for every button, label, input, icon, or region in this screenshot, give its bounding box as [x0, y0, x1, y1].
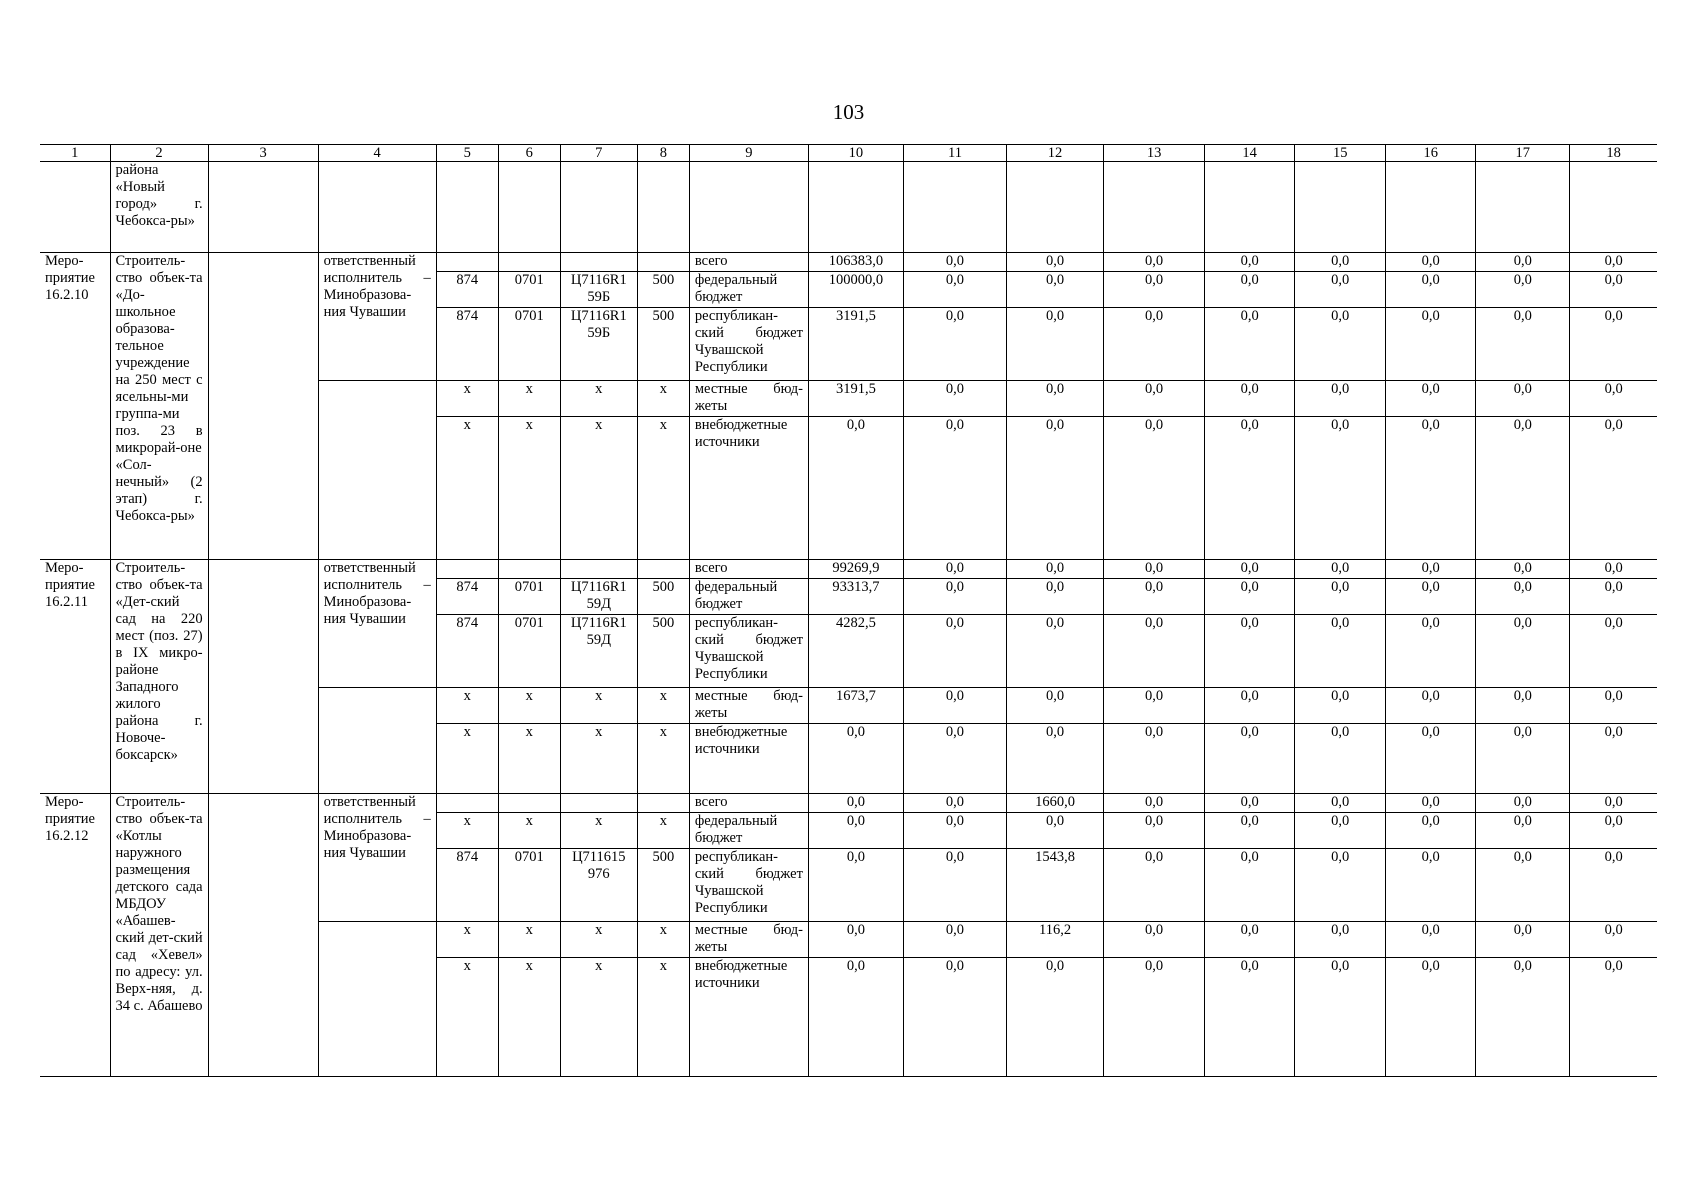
funding-source: всего [689, 253, 808, 272]
target-article-cell: Ц7116R1 59Д [560, 579, 637, 615]
amount-cell: 0,0 [1104, 253, 1205, 272]
column-number: 7 [560, 145, 637, 162]
amount-cell: 0,0 [1104, 922, 1205, 958]
expense-type-cell: 500 [637, 615, 689, 688]
amount-cell: 0,0 [1386, 958, 1476, 1077]
budget-row [40, 253, 1657, 272]
budget-code-cell: x [436, 813, 498, 849]
expense-type-cell [637, 253, 689, 272]
amount-cell: 0,0 [1570, 849, 1657, 922]
amount-cell: 0,0 [808, 958, 903, 1077]
budget-table [40, 144, 1657, 1077]
target-article-cell: Ц7116R1 59Д [560, 615, 637, 688]
column-number: 12 [1007, 145, 1104, 162]
funding-source: местные бюд-жеты [689, 381, 808, 417]
amount-cell: 0,0 [1007, 579, 1104, 615]
budget-code-cell: x [436, 958, 498, 1077]
amount-cell: 0,0 [1205, 381, 1295, 417]
section-code-cell [498, 560, 560, 579]
expense-type-cell [637, 794, 689, 813]
amount-cell: 4282,5 [808, 615, 903, 688]
amount-cell: 0,0 [1007, 272, 1104, 308]
empty-cell [318, 381, 436, 560]
amount-cell: 0,0 [1295, 615, 1386, 688]
amount-cell: 0,0 [903, 560, 1006, 579]
amount-cell: 0,0 [1295, 381, 1386, 417]
amount-cell: 0,0 [1205, 958, 1295, 1077]
object-name: Строитель-ство объек-та «До-школьное образова-тельное учреждение на 250 мест с ясельны-ми группа-ми поз. 23 в микрорай-оне «Сол-нечный» (2 этап) г. Чебокса-ры» [110, 253, 208, 560]
amount-cell: 0,0 [1386, 615, 1476, 688]
amount-cell: 0,0 [1295, 958, 1386, 1077]
expense-type-cell [637, 560, 689, 579]
budget-code-cell: 874 [436, 308, 498, 381]
empty-cell [40, 162, 110, 253]
empty-cell [560, 162, 637, 253]
column-number: 15 [1295, 145, 1386, 162]
amount-cell: 0,0 [1104, 794, 1205, 813]
amount-cell: 0,0 [903, 813, 1006, 849]
funding-source: внебюджетные источники [689, 958, 808, 1077]
amount-cell: 0,0 [1205, 849, 1295, 922]
amount-cell: 0,0 [1007, 560, 1104, 579]
budget-code-cell [436, 560, 498, 579]
expense-type-cell: x [637, 724, 689, 794]
empty-cell [318, 688, 436, 794]
amount-cell: 0,0 [903, 272, 1006, 308]
amount-cell: 0,0 [1007, 688, 1104, 724]
funding-source: федеральный бюджет [689, 813, 808, 849]
amount-cell: 0,0 [1386, 417, 1476, 560]
target-article-cell: Ц711615 976 [560, 849, 637, 922]
amount-cell: 0,0 [1570, 417, 1657, 560]
amount-cell: 0,0 [1570, 688, 1657, 724]
expense-type-cell: 500 [637, 579, 689, 615]
target-article-cell [560, 253, 637, 272]
amount-cell: 0,0 [1476, 958, 1570, 1077]
amount-cell: 0,0 [1476, 813, 1570, 849]
section-code-cell: x [498, 813, 560, 849]
section-code-cell: x [498, 724, 560, 794]
amount-cell: 0,0 [1295, 417, 1386, 560]
amount-cell: 0,0 [1386, 381, 1476, 417]
amount-cell: 0,0 [1570, 724, 1657, 794]
amount-cell: 0,0 [1386, 794, 1476, 813]
page-number: 103 [832, 100, 865, 124]
amount-cell: 3191,5 [808, 308, 903, 381]
expense-type-cell: 500 [637, 849, 689, 922]
amount-cell: 0,0 [1570, 922, 1657, 958]
amount-cell: 0,0 [1295, 688, 1386, 724]
amount-cell: 0,0 [1205, 560, 1295, 579]
column-number: 9 [689, 145, 808, 162]
funding-source: местные бюд-жеты [689, 922, 808, 958]
column-number: 17 [1476, 145, 1570, 162]
funding-source: всего [689, 794, 808, 813]
amount-cell: 0,0 [1386, 849, 1476, 922]
amount-cell: 0,0 [1295, 813, 1386, 849]
amount-cell: 0,0 [1476, 615, 1570, 688]
amount-cell: 0,0 [903, 849, 1006, 922]
column-number: 6 [498, 145, 560, 162]
amount-cell: 0,0 [1007, 958, 1104, 1077]
amount-cell: 0,0 [1104, 688, 1205, 724]
amount-cell: 0,0 [1570, 615, 1657, 688]
amount-cell: 0,0 [1295, 560, 1386, 579]
expense-type-cell: x [637, 381, 689, 417]
target-article-cell: Ц7116R1 59Б [560, 272, 637, 308]
budget-code-cell: x [436, 417, 498, 560]
empty-cell [1295, 162, 1386, 253]
amount-cell: 0,0 [1007, 813, 1104, 849]
budget-code-cell: x [436, 688, 498, 724]
target-article-cell: x [560, 922, 637, 958]
amount-cell: 0,0 [1386, 724, 1476, 794]
amount-cell: 0,0 [1476, 417, 1570, 560]
budget-row [40, 794, 1657, 813]
amount-cell: 0,0 [1295, 308, 1386, 381]
event-id: Меро-приятие 16.2.11 [40, 560, 110, 794]
amount-cell: 0,0 [1007, 417, 1104, 560]
amount-cell: 0,0 [903, 688, 1006, 724]
section-code-cell: 0701 [498, 308, 560, 381]
target-article-cell: x [560, 688, 637, 724]
amount-cell: 0,0 [1386, 253, 1476, 272]
amount-cell: 99269,9 [808, 560, 903, 579]
section-code-cell [498, 253, 560, 272]
target-article-cell [560, 560, 637, 579]
amount-cell: 0,0 [1007, 381, 1104, 417]
empty-cell [1104, 162, 1205, 253]
budget-code-cell: 874 [436, 579, 498, 615]
amount-cell: 0,0 [1476, 308, 1570, 381]
section-code-cell: x [498, 381, 560, 417]
column-number: 11 [903, 145, 1006, 162]
column-number-row [40, 145, 1657, 162]
budget-code-cell: 874 [436, 849, 498, 922]
empty-cell [808, 162, 903, 253]
amount-cell: 0,0 [1104, 308, 1205, 381]
amount-cell: 0,0 [1386, 579, 1476, 615]
empty-cell [1205, 162, 1295, 253]
empty-cell [208, 253, 318, 560]
amount-cell: 100000,0 [808, 272, 903, 308]
funding-source: республикан-ский бюджет Чувашской Республики [689, 615, 808, 688]
amount-cell: 0,0 [903, 794, 1006, 813]
column-number: 5 [436, 145, 498, 162]
target-article-cell: x [560, 813, 637, 849]
carryover-object-name: района «Новый город» г. Чебокса-ры» [110, 162, 208, 253]
funding-source: федеральный бюджет [689, 579, 808, 615]
budget-code-cell [436, 794, 498, 813]
section-code-cell: 0701 [498, 849, 560, 922]
empty-cell [903, 162, 1006, 253]
amount-cell: 0,0 [1295, 579, 1386, 615]
section-code-cell: 0701 [498, 579, 560, 615]
amount-cell: 0,0 [1205, 272, 1295, 308]
column-number: 8 [637, 145, 689, 162]
amount-cell: 0,0 [1104, 272, 1205, 308]
event-id: Меро-приятие 16.2.12 [40, 794, 110, 1077]
amount-cell: 0,0 [903, 253, 1006, 272]
amount-cell: 0,0 [1104, 849, 1205, 922]
expense-type-cell: x [637, 417, 689, 560]
amount-cell: 0,0 [1476, 724, 1570, 794]
funding-source: республикан-ский бюджет Чувашской Республики [689, 308, 808, 381]
empty-cell [637, 162, 689, 253]
amount-cell: 0,0 [1295, 794, 1386, 813]
amount-cell: 0,0 [1104, 813, 1205, 849]
column-number: 10 [808, 145, 903, 162]
amount-cell: 0,0 [1104, 381, 1205, 417]
budget-code-cell: 874 [436, 272, 498, 308]
column-number: 14 [1205, 145, 1295, 162]
empty-cell [1570, 162, 1657, 253]
amount-cell: 0,0 [1476, 922, 1570, 958]
section-code-cell: x [498, 958, 560, 1077]
section-code-cell: 0701 [498, 272, 560, 308]
amount-cell: 0,0 [1205, 688, 1295, 724]
amount-cell: 0,0 [1476, 560, 1570, 579]
amount-cell: 3191,5 [808, 381, 903, 417]
target-article-cell: x [560, 381, 637, 417]
amount-cell: 0,0 [903, 579, 1006, 615]
amount-cell: 0,0 [1104, 579, 1205, 615]
amount-cell: 0,0 [1104, 560, 1205, 579]
executor: ответственный исполнитель – Минобразова-ния Чувашии [318, 794, 436, 922]
amount-cell: 0,0 [1007, 253, 1104, 272]
amount-cell: 0,0 [808, 794, 903, 813]
amount-cell: 0,0 [1386, 922, 1476, 958]
amount-cell: 0,0 [1476, 272, 1570, 308]
column-number: 3 [208, 145, 318, 162]
target-article-cell: x [560, 724, 637, 794]
amount-cell: 0,0 [1295, 272, 1386, 308]
empty-cell [318, 162, 436, 253]
funding-source: местные бюд-жеты [689, 688, 808, 724]
amount-cell: 0,0 [808, 849, 903, 922]
column-number: 13 [1104, 145, 1205, 162]
funding-source: всего [689, 560, 808, 579]
amount-cell: 0,0 [1205, 308, 1295, 381]
column-number: 4 [318, 145, 436, 162]
expense-type-cell: 500 [637, 308, 689, 381]
amount-cell: 0,0 [903, 308, 1006, 381]
expense-type-cell: x [637, 922, 689, 958]
amount-cell: 0,0 [1386, 308, 1476, 381]
amount-cell: 0,0 [1007, 308, 1104, 381]
empty-cell [498, 162, 560, 253]
carryover-row [40, 162, 1657, 253]
budget-code-cell: x [436, 922, 498, 958]
amount-cell: 0,0 [1570, 381, 1657, 417]
amount-cell: 1543,8 [1007, 849, 1104, 922]
amount-cell: 116,2 [1007, 922, 1104, 958]
amount-cell: 0,0 [1570, 308, 1657, 381]
expense-type-cell: 500 [637, 272, 689, 308]
amount-cell: 0,0 [1476, 381, 1570, 417]
empty-cell [208, 162, 318, 253]
amount-cell: 0,0 [1386, 813, 1476, 849]
amount-cell: 0,0 [903, 724, 1006, 794]
event-id: Меро-приятие 16.2.10 [40, 253, 110, 560]
column-number: 2 [110, 145, 208, 162]
amount-cell: 0,0 [1570, 272, 1657, 308]
amount-cell: 0,0 [1205, 615, 1295, 688]
empty-cell [208, 794, 318, 1077]
amount-cell: 0,0 [903, 381, 1006, 417]
amount-cell: 0,0 [1386, 272, 1476, 308]
expense-type-cell: x [637, 958, 689, 1077]
budget-code-cell: x [436, 381, 498, 417]
amount-cell: 0,0 [1476, 849, 1570, 922]
amount-cell: 0,0 [1205, 724, 1295, 794]
amount-cell: 93313,7 [808, 579, 903, 615]
amount-cell: 0,0 [903, 417, 1006, 560]
object-name: Строитель-ство объек-та «Котлы наружного размещения детского сада МБДОУ «Абашев-ский дет-ский сад «Хевел» по адресу: ул. Верх-няя, д. 34 с. Абашево [110, 794, 208, 1077]
amount-cell: 0,0 [1386, 688, 1476, 724]
empty-cell [318, 922, 436, 1077]
amount-cell: 0,0 [1570, 253, 1657, 272]
amount-cell: 0,0 [1205, 417, 1295, 560]
target-article-cell: x [560, 958, 637, 1077]
amount-cell: 0,0 [1476, 253, 1570, 272]
column-number: 1 [40, 145, 110, 162]
empty-cell [208, 560, 318, 794]
executor: ответственный исполнитель – Минобразова-ния Чувашии [318, 253, 436, 381]
executor: ответственный исполнитель – Минобразова-ния Чувашии [318, 560, 436, 688]
amount-cell: 0,0 [1570, 579, 1657, 615]
empty-cell [1386, 162, 1476, 253]
amount-cell: 0,0 [1386, 560, 1476, 579]
amount-cell: 0,0 [1295, 724, 1386, 794]
funding-source: внебюджетные источники [689, 724, 808, 794]
funding-source: федеральный бюджет [689, 272, 808, 308]
target-article-cell: Ц7116R1 59Б [560, 308, 637, 381]
section-code-cell: 0701 [498, 615, 560, 688]
amount-cell: 0,0 [1007, 615, 1104, 688]
amount-cell: 0,0 [903, 615, 1006, 688]
amount-cell: 0,0 [808, 724, 903, 794]
amount-cell: 0,0 [1205, 794, 1295, 813]
amount-cell: 1673,7 [808, 688, 903, 724]
amount-cell: 0,0 [1205, 253, 1295, 272]
amount-cell: 0,0 [1104, 417, 1205, 560]
amount-cell: 0,0 [1476, 794, 1570, 813]
object-name: Строитель-ство объек-та «Дет-ский сад на 220 мест (поз. 27) в IX микро-районе Западного жилого района г. Новоче-боксарск» [110, 560, 208, 794]
budget-code-cell: 874 [436, 615, 498, 688]
budget-code-cell: x [436, 724, 498, 794]
amount-cell: 1660,0 [1007, 794, 1104, 813]
amount-cell: 0,0 [1295, 849, 1386, 922]
amount-cell: 0,0 [1007, 724, 1104, 794]
amount-cell: 0,0 [1570, 560, 1657, 579]
amount-cell: 0,0 [1570, 958, 1657, 1077]
amount-cell: 0,0 [1205, 579, 1295, 615]
target-article-cell [560, 794, 637, 813]
amount-cell: 0,0 [1205, 813, 1295, 849]
amount-cell: 0,0 [1295, 253, 1386, 272]
budget-code-cell [436, 253, 498, 272]
empty-cell [436, 162, 498, 253]
amount-cell: 0,0 [1570, 813, 1657, 849]
amount-cell: 0,0 [903, 958, 1006, 1077]
amount-cell: 0,0 [1476, 688, 1570, 724]
section-code-cell: x [498, 417, 560, 560]
target-article-cell: x [560, 417, 637, 560]
column-number: 16 [1386, 145, 1476, 162]
empty-cell [1476, 162, 1570, 253]
budget-row [40, 560, 1657, 579]
section-code-cell [498, 794, 560, 813]
section-code-cell: x [498, 922, 560, 958]
amount-cell: 0,0 [1104, 724, 1205, 794]
amount-cell: 0,0 [1570, 794, 1657, 813]
funding-source: республикан-ский бюджет Чувашской Республики [689, 849, 808, 922]
empty-cell [689, 162, 808, 253]
empty-cell [1007, 162, 1104, 253]
amount-cell: 0,0 [1104, 958, 1205, 1077]
amount-cell: 0,0 [1295, 922, 1386, 958]
section-code-cell: x [498, 688, 560, 724]
amount-cell: 0,0 [1104, 615, 1205, 688]
funding-source: внебюджетные источники [689, 417, 808, 560]
amount-cell: 0,0 [808, 813, 903, 849]
expense-type-cell: x [637, 688, 689, 724]
amount-cell: 0,0 [808, 922, 903, 958]
amount-cell: 0,0 [1476, 579, 1570, 615]
amount-cell: 106383,0 [808, 253, 903, 272]
amount-cell: 0,0 [1205, 922, 1295, 958]
amount-cell: 0,0 [903, 922, 1006, 958]
expense-type-cell: x [637, 813, 689, 849]
column-number: 18 [1570, 145, 1657, 162]
amount-cell: 0,0 [808, 417, 903, 560]
